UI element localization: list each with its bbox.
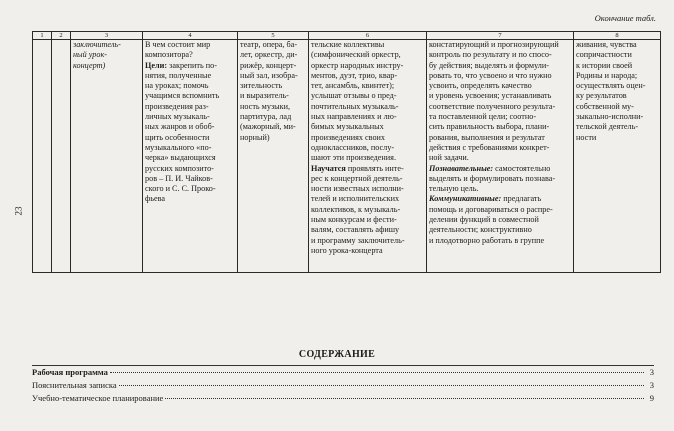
cell-line-rest: самостоятельно — [493, 163, 551, 173]
cell-line: ку результатов — [576, 91, 627, 101]
cell-line: тельские коллективы — [311, 40, 385, 49]
toc-entry-label: Учебно-тематическое планирование — [32, 393, 164, 403]
cell-line: русских композито- — [145, 163, 214, 173]
cell-subject-results — [309, 40, 427, 273]
cell-line: делении функций в совместной — [429, 215, 539, 225]
cell-line: театр, опера, ба- — [240, 40, 298, 49]
cell-line: произведения раз- — [145, 101, 209, 111]
cell-line: ной задачи. — [429, 153, 469, 163]
col-header-4: 4 — [143, 32, 238, 40]
cell-line-rest: предлагать — [501, 194, 542, 204]
cell-line: композитора? — [145, 50, 193, 60]
toc-entry-label: Пояснительная записка — [32, 380, 117, 390]
cell-line: коллективов, к музыкаль- — [311, 204, 401, 214]
cell-line: и программу заключитель- — [311, 235, 405, 245]
col-header-8: 8 — [574, 32, 661, 40]
cell-line: рес к концертной деятель- — [311, 173, 403, 183]
cell-line: сить правильность выбора, плани- — [429, 122, 550, 132]
cell-line: тельской деятель- — [576, 122, 639, 132]
cell-line: телей и исполнительских — [311, 194, 400, 204]
cell-uud — [427, 40, 574, 273]
cell-line: ности известных исполни- — [311, 184, 404, 194]
cell-line: зительность — [240, 81, 283, 91]
cell-line: Родины и народа; — [576, 70, 638, 80]
cell-line: шают эти произведения. — [311, 153, 396, 163]
cell-line: сопричастности — [576, 50, 632, 60]
cell-line: и уровень усвоения; устанавливать — [429, 91, 552, 101]
cell-line: к истории своей — [576, 60, 633, 70]
cell-line: ность музыки, — [240, 101, 291, 111]
cell-line: ровать то, что усвоено и что нужно — [429, 70, 552, 80]
cell-line: заключитель- — [73, 40, 121, 49]
cell-line: рижёр, концерт- — [240, 60, 297, 70]
cell-personal-results — [574, 40, 661, 273]
cell-line: зыкально-исполни- — [576, 112, 644, 122]
toc-title: СОДЕРЖАНИЕ — [298, 349, 376, 360]
cell-line: (симфонический оркестр, — [311, 50, 401, 60]
cell-line: ности — [576, 132, 597, 142]
cell-line: и плодотворно работать в группе — [429, 235, 545, 245]
cell-line: соответствие полученного результа- — [429, 101, 556, 111]
table-row — [33, 40, 661, 273]
cell-line: ного урока-концерта — [311, 245, 383, 255]
toc-entry-page: 3 — [649, 380, 654, 390]
page-number: 23 — [13, 206, 24, 216]
cell-line: одноклассников, послу- — [311, 142, 395, 152]
cell-line: ров – П. И. Чайков- — [145, 173, 213, 183]
cell-line: валям, составлять афишу — [311, 225, 400, 235]
cell-line: музыкального «по- — [145, 142, 212, 152]
cell-line: учащимся вспомнить — [145, 91, 220, 101]
cell-line: действия с требованиями конкрет- — [429, 142, 550, 152]
cell-line: тельную цель. — [429, 184, 479, 194]
cell-line: ный урок- — [73, 50, 108, 60]
cell-line: собственной му- — [576, 101, 634, 111]
toc-entry-page: 3 — [649, 367, 654, 377]
cell-line: личных музыкаль- — [145, 112, 210, 122]
cell-line: ных жанров и обоб- — [145, 122, 215, 132]
cell-line-lead: Коммуникативные: — [429, 194, 502, 204]
cell-line: нятия, полученные — [145, 70, 212, 80]
toc-top-rule — [32, 365, 654, 366]
toc-entry[interactable] — [32, 367, 654, 380]
cell-line: выделять и формулировать познава- — [429, 173, 556, 183]
cell-line-lead: Познавательные: — [429, 163, 494, 173]
cell-line: концерт) — [73, 60, 106, 70]
cell-line: ского и С. С. Проко- — [145, 184, 216, 194]
cell-line: бимых музыкальных — [311, 122, 384, 132]
toc-entry[interactable] — [32, 393, 654, 406]
toc-entry-label: Рабочая программа — [32, 367, 108, 377]
cell-line: деятельности; конструктивно — [429, 225, 532, 235]
col-header-5: 5 — [238, 32, 309, 40]
lesson-table — [32, 31, 661, 273]
cell-line: щить особенности — [145, 132, 210, 142]
cell-line: партитура, лад — [240, 112, 292, 122]
cell-line: контроль по результату и по спосо- — [429, 50, 552, 60]
col-header-6: 6 — [309, 32, 427, 40]
cell-line: бу действия; выделять и формули- — [429, 60, 550, 70]
cell-line — [311, 164, 424, 174]
cell-terms — [238, 40, 309, 273]
continuation-note: Окончание табл. — [594, 13, 656, 23]
col-header-7: 7 — [427, 32, 574, 40]
cell-line: тет, ансамбль, квинтет); — [311, 81, 395, 91]
cell-line: В чем состоит мир — [145, 40, 211, 49]
cell-line: фьева — [145, 194, 166, 204]
cell-line: (мажорный, ми- — [240, 122, 296, 132]
col-header-1: 1 — [33, 32, 52, 40]
cell-line: помощь и договариваться о распре- — [429, 204, 553, 214]
col-header-2: 2 — [52, 32, 71, 40]
table-header-row — [33, 32, 661, 40]
cell-line — [145, 61, 235, 71]
cell-line-lead: Научатся — [311, 163, 346, 173]
cell-line: произведениях своих — [311, 132, 386, 142]
cell-line: оркестр народных инстру- — [311, 60, 404, 70]
cell-line — [429, 194, 571, 204]
cell-line: ных направлениях и лю- — [311, 112, 397, 122]
cell-line: почтительных музыкаль- — [311, 101, 399, 111]
cell-line: живания, чувства — [576, 40, 637, 49]
cell-line: рования, выполнения и результат — [429, 132, 545, 142]
cell-line: усвоить, определять качество — [429, 81, 532, 91]
cell-line: ным конкурсам и фести- — [311, 215, 397, 225]
table-of-contents — [32, 365, 654, 406]
toc-leader-dots — [110, 372, 644, 373]
toc-entry-page: 9 — [649, 393, 654, 403]
cell-topic-goals — [143, 40, 238, 273]
cell-col-2 — [52, 40, 71, 273]
cell-line: на уроках; помочь — [145, 81, 209, 91]
cell-line: и выразитель- — [240, 91, 289, 101]
cell-line: услышат отзывы о пред- — [311, 91, 397, 101]
cell-line: та поставленной цели; соотно- — [429, 112, 537, 122]
toc-entry[interactable] — [32, 380, 654, 393]
toc-leader-dots — [119, 385, 644, 386]
cell-line: лет, оркестр, ди- — [240, 50, 298, 60]
cell-line-rest: закрепить по- — [167, 60, 217, 70]
cell-line: констатирующий и прогнозирующий — [429, 40, 559, 49]
cell-lesson-type — [71, 40, 143, 273]
cell-line: ный зал, изобра- — [240, 70, 298, 80]
cell-line-lead: Цели: — [145, 60, 168, 70]
toc-leader-dots — [165, 398, 644, 399]
cell-line: ментов, дуэт, трио, квар- — [311, 70, 398, 80]
cell-line — [429, 164, 571, 174]
cell-line: норный) — [240, 132, 270, 142]
cell-line: осуществлять оцен- — [576, 81, 646, 91]
col-header-3: 3 — [71, 32, 143, 40]
cell-line: черка» выдающихся — [145, 153, 216, 163]
cell-col-1 — [33, 40, 52, 273]
cell-line-rest: проявлять инте- — [345, 163, 404, 173]
